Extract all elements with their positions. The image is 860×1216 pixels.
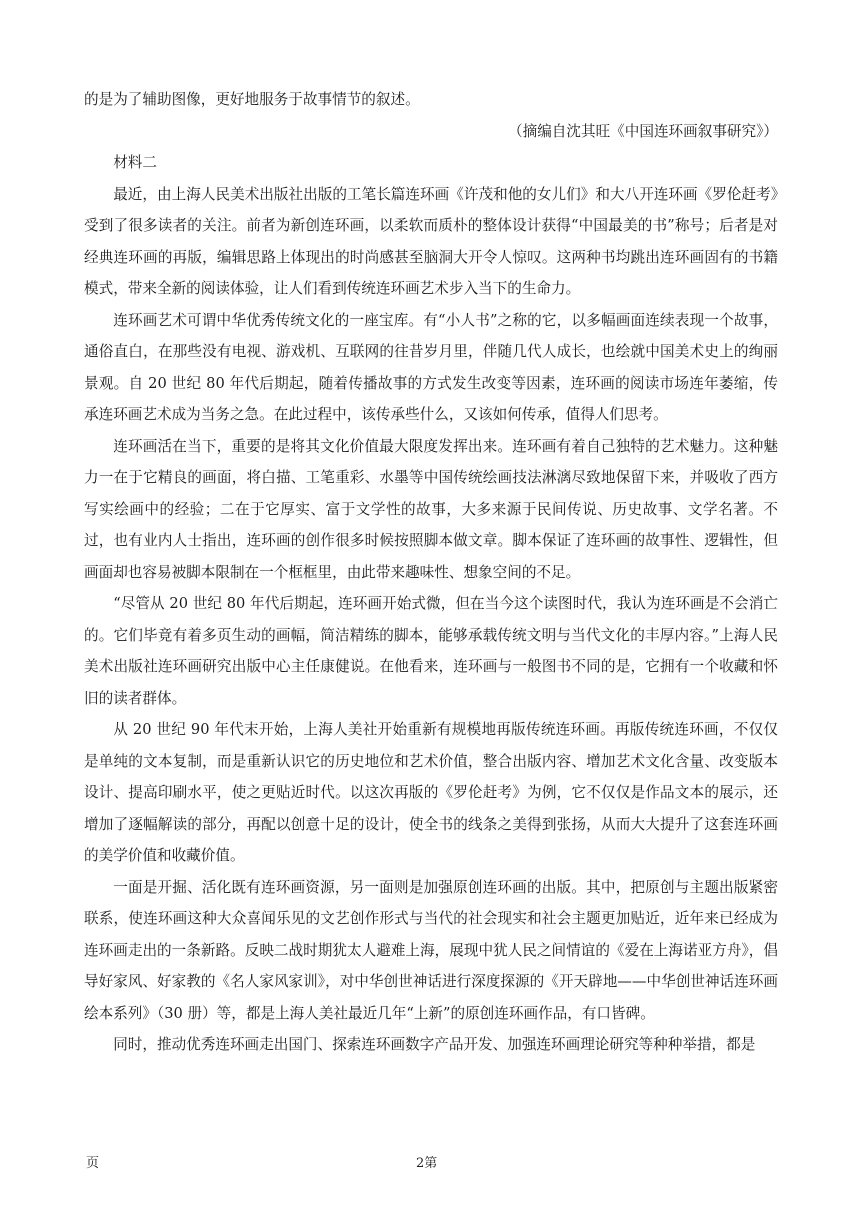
paragraph: “尽管从 20 世纪 80 年代后期起，连环画开始式微，但在当今这个读图时代，我认为连环画是不会消亡的。它们毕竟有着多页生动的画幅，简洁精练的脚本，能够承载传统文明与当代文化的丰厚内容。”上海人民美术出版社连环画研究出版中心主任康健说。在他看来，连环画与一般图书不同的是，它拥有一个收藏和怀旧的读者群体。: [84, 595, 778, 707]
paragraph: 从 20 世纪 90 年代末开始，上海人美社开始重新有规模地再版传统连环画。再版传统连环画，不仅仅是单纯的文本复制，而是重新认识它的历史地位和艺术价值，整合出版内容、增加艺术文化含量、改变版本设计、提高印刷水平，使之更贴近时代。以这次再版的《罗伦赶考》为例，它不仅仅是作品文本的展示，还增加了逐幅解读的部分，再配以创意十足的设计，使全书的线条之美得到张扬，从而大大提升了这套连环画的美学价值和收藏价值。: [84, 721, 778, 864]
source-citation: （摘编自沈其旺《中国连环画叙事研究》）: [508, 122, 778, 140]
document-body: [84, 84, 778, 1061]
paragraph: 连环画活在当下，重要的是将其文化价值最大限度发挥出来。连环画有着自己独特的艺术魅力。这种魅力一在于它精良的画面，将白描、工笔重彩、水墨等中国传统绘画技法淋漓尽致地保留下来，并吸收了西方写实绘画中的经验；二在于它厚实、富于文学性的故事，大多来源于民间传说、历史故事、文学名著。不过，也有业内人士指出，连环画的创作很多时候按照脚本做文章。脚本保证了连环画的故事性、逻辑性，但画面却也容易被脚本限制在一个框框里，由此带来趣味性、想象空间的不足。: [84, 437, 778, 581]
paragraph: 同时，推动优秀连环画走出国门、探索连环画数字产品开发、加强连环画理论研究等种种举措，都是: [113, 1036, 756, 1053]
paragraph: 连环画艺术可谓中华优秀传统文化的一座宝库。有“小人书”之称的它，以多幅画面连续表现一个故事，通俗直白，在那些没有电视、游戏机、互联网的往昔岁月里，伴随几代人成长，也绘就中国美术史上的绚丽景观。自 20 世纪 80 年代后期起，随着传播故事的方式发生改变等因素，连环画的阅读市场连年萎缩，传承连环画艺术成为当务之急。在此过程中，该传承些什么，又该如何传承，值得人们思考。: [84, 311, 778, 423]
footer-page-label: 页: [86, 1156, 100, 1171]
section-heading: 材料二: [113, 154, 157, 171]
footer-page-number: 2第: [416, 1156, 438, 1171]
continuation-line: 的是为了辅助图像，更好地服务于故事情节的叙述。: [84, 91, 420, 108]
paragraph: 最近，由上海人民美术出版社出版的工笔长篇连环画《许茂和他的女儿们》和大八开连环画《罗伦赶考》受到了很多读者的关注。前者为新创连环画，以柔软而质朴的整体设计获得“中国最美的书”称号；后者是对经典连环画的再版，编辑思路上体现出的时尚感甚至脑洞大开令人惊叹。这两种书均跳出连环画固有的书籍模式，带来全新的阅读体验，让人们看到传统连环画艺术步入当下的生命力。: [84, 185, 778, 297]
paragraph: 一面是开掘、活化既有连环画资源，另一面则是加强原创连环画的出版。其中，把原创与主题出版紧密联系，使连环画这种大众喜闻乐见的文艺创作形式与当代的社会现实和社会主题更加贴近，近年来已经成为连环画走出的一条新路。反映二战时期犹太人避难上海，展现中犹人民之间情谊的《爱在上海诺亚方舟》，倡导好家风、好家教的《名人家风家训》，对中华创世神话进行深度探源的《开天辟地——中华创世神话连环画绘本系列》（30 册）等，都是上海人美社最近几年“上新”的原创连环画作品，有口皆碑。: [84, 878, 778, 1022]
